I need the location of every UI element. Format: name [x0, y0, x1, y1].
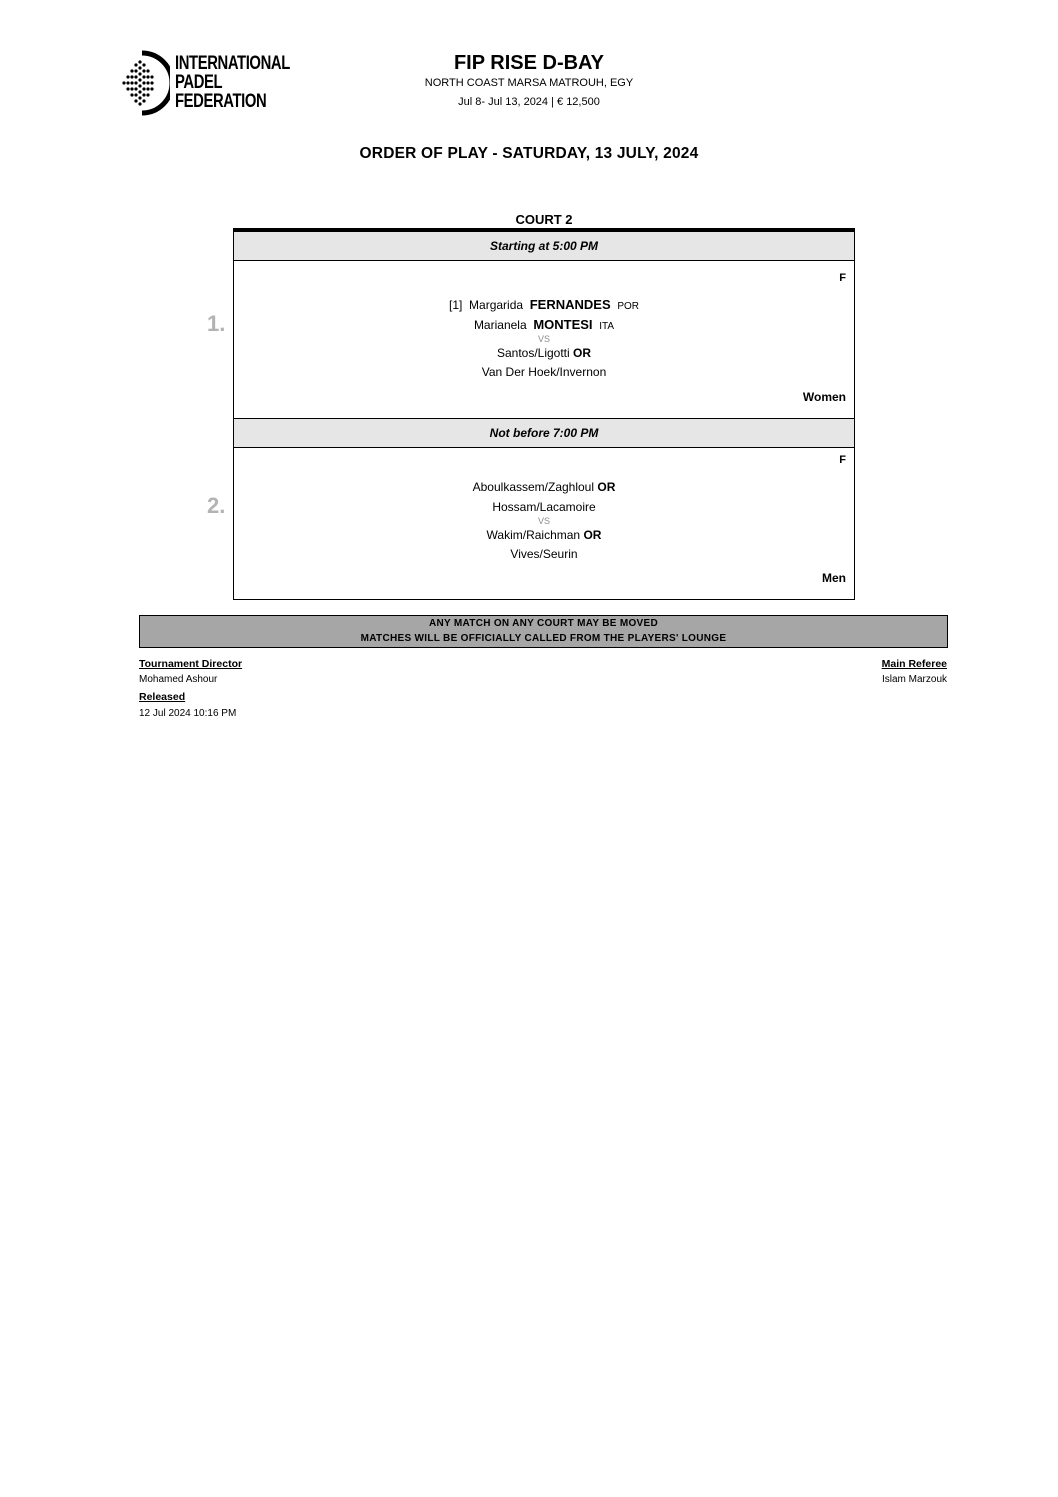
player-first-name: Marianela — [473, 318, 527, 332]
order-of-play-heading: ORDER OF PLAY - SATURDAY, 13 JULY, 2024 — [359, 145, 699, 162]
court-name: COURT 2 — [515, 212, 573, 227]
released-value: 12 Jul 2024 10:16 PM — [139, 708, 237, 719]
match-1-team2-option1 — [234, 346, 854, 360]
match-1-vs: VS — [537, 334, 550, 344]
match-1-team1-player1 — [234, 297, 854, 312]
team-names: Santos/Ligotti — [496, 346, 570, 360]
referee-label: Main Referee — [881, 658, 947, 670]
director-label: Tournament Director — [139, 658, 243, 670]
tournament-location: NORTH COAST MARSA MATROUH, EGY — [424, 77, 634, 89]
notice-line-2: MATCHES WILL BE OFFICIALLY CALLED FROM THE PLAYERS' LOUNGE — [360, 633, 727, 644]
player-last-name: FERNANDES — [529, 297, 611, 312]
or-label: OR — [583, 528, 602, 542]
match-1-time: Starting at 5:00 PM — [234, 232, 854, 261]
tournament-title: FIP RISE D-BAY — [453, 52, 605, 74]
match-1-round: F — [839, 272, 846, 284]
referee-name: Islam Marzouk — [881, 674, 947, 685]
match-2-time: Not before 7:00 PM — [234, 418, 854, 448]
match-2-category: Men — [822, 571, 846, 585]
or-label: OR — [597, 480, 616, 494]
or-label: OR — [573, 346, 592, 360]
logo-line-1: INTERNATIONAL — [175, 53, 290, 74]
team-names: Aboulkassem/Zaghloul — [472, 480, 595, 494]
match-2-team2-option2: Vives/Seurin — [510, 547, 578, 561]
match-1-team1-player2 — [234, 317, 854, 332]
logo-line-2: PADEL — [175, 72, 223, 93]
notice-banner — [139, 615, 948, 648]
match-2-round: F — [839, 454, 846, 466]
director-name: Mohamed Ashour — [139, 674, 218, 685]
match-number-1: 1. — [207, 311, 226, 336]
match-number-2: 2. — [207, 493, 226, 518]
match-2-vs: VS — [537, 516, 550, 526]
match-2-team1-option1 — [234, 480, 854, 494]
match-2-team1-option2: Hossam/Lacamoire — [492, 500, 596, 514]
player-first-name: Margarida — [469, 298, 524, 312]
team-names: Wakim/Raichman — [486, 528, 581, 542]
player-nationality: ITA — [599, 321, 615, 332]
player-nationality: POR — [617, 301, 639, 312]
seed: [1] — [449, 298, 463, 312]
court-schedule-box — [233, 228, 855, 600]
logo-line-3: FEDERATION — [175, 91, 267, 112]
player-last-name: MONTESI — [533, 317, 593, 332]
match-2-team2-option1 — [234, 528, 854, 542]
match-1-category: Women — [802, 390, 846, 404]
notice-line-1: ANY MATCH ON ANY COURT MAY BE MOVED — [428, 618, 659, 629]
released-label: Released — [139, 691, 186, 703]
match-1-team2-option2: Van Der Hoek/Invernon — [481, 365, 607, 379]
tournament-dates: Jul 8- Jul 13, 2024 | € 12,500 — [458, 96, 600, 108]
